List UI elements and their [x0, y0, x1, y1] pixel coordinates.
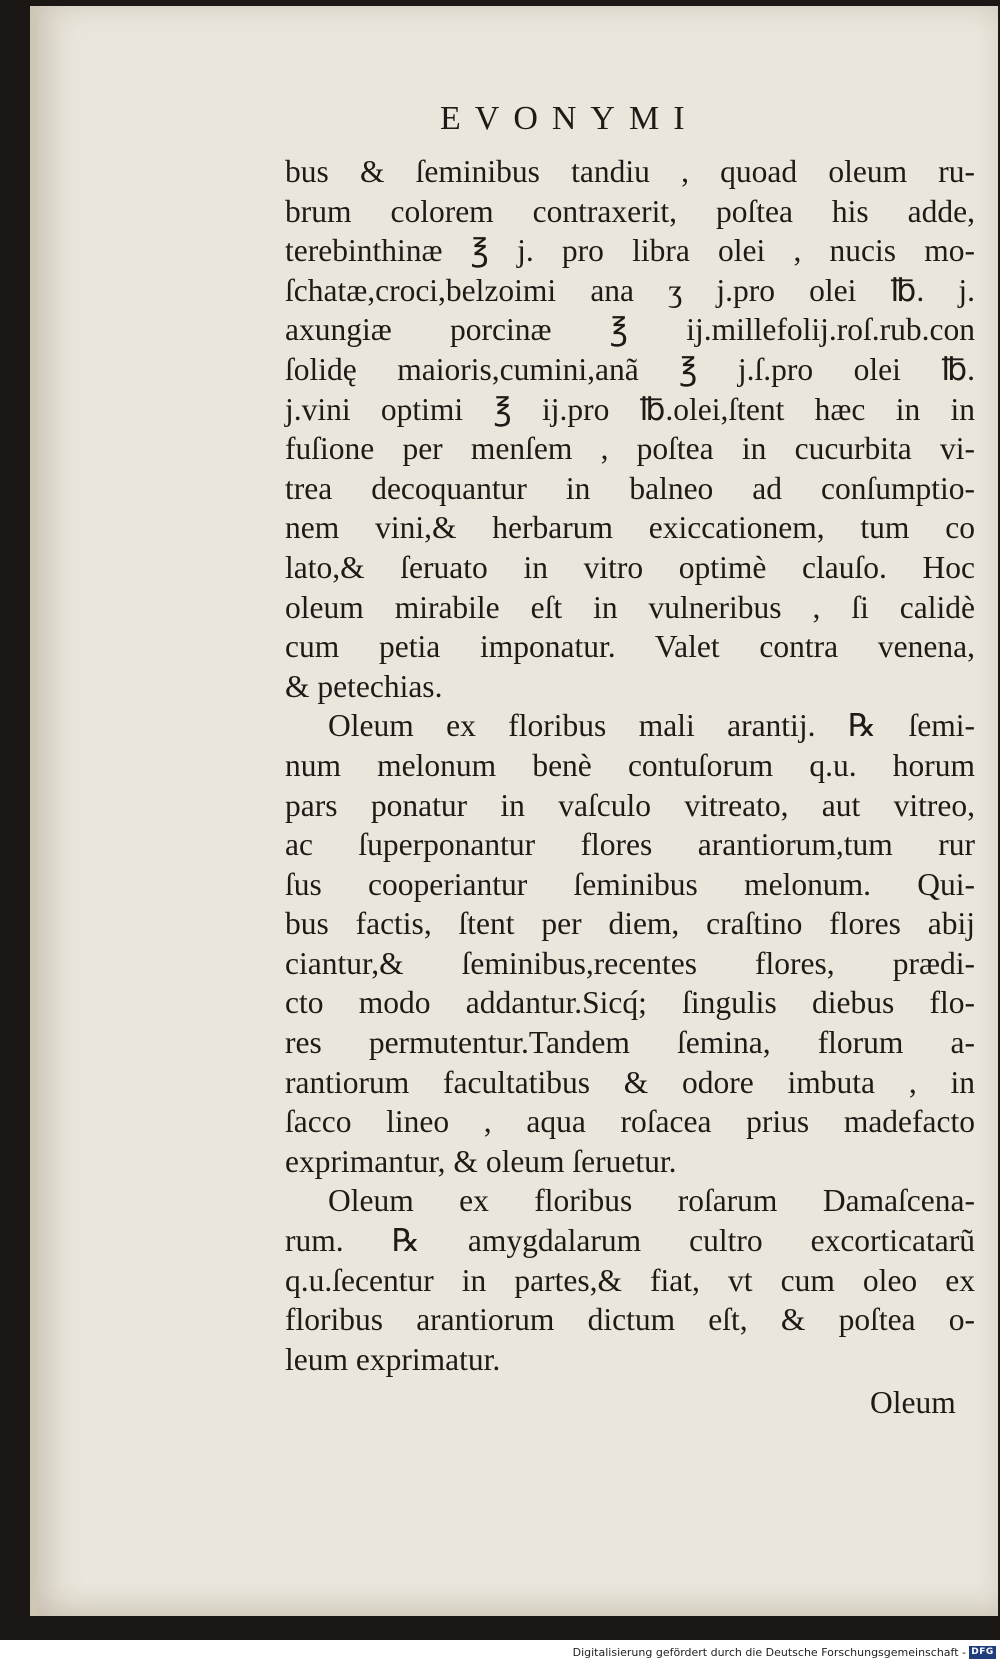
paragraph-start-line: Oleum ex floribus mali arantij. ℞ ſemi-	[328, 708, 975, 744]
text-line: ſus cooperiantur ſeminibus melonum. Qui-	[285, 866, 975, 902]
text-line: terebinthinæ ℥ j. pro libra olei , nucis mo-	[285, 233, 975, 269]
text-line: nem vini,& herbarum exiccationem, tum co	[285, 510, 975, 546]
text-line: & petechias.	[285, 668, 443, 704]
text-line: ſolidę maioris,cumini,anã ℥ j.ſ.pro olei ℔.	[285, 351, 975, 387]
text-line: ſacco lineo , aqua roſacea prius madefacto	[285, 1104, 975, 1140]
running-head: EVONYMI	[440, 100, 699, 137]
text-line: leum exprimatur.	[285, 1341, 501, 1377]
text-line: q.u.ſecentur in partes,& fiat, vt cum oleo ex	[285, 1262, 975, 1298]
text-line: rum. ℞ amygdalarum cultro excorticatarũ	[285, 1223, 975, 1259]
text-line: ſchatæ,croci,belzoimi ana ʒ j.pro olei ℔. j.	[285, 272, 975, 308]
text-line: rantiorum facultatibus & odore imbuta , in	[285, 1064, 975, 1100]
text-line: fuſione per menſem , poſtea in cucurbita vi-	[285, 431, 975, 467]
text-line: pars ponatur in vaſculo vitreato, aut vitreo,	[285, 787, 975, 823]
text-line: axungiæ porcinæ ℥ ij.millefolij.roſ.rub.con	[285, 312, 975, 348]
funding-notice: Digitalisierung gefördert durch die Deutsche Forschungsgemeinschaft -	[572, 1646, 966, 1659]
digitization-footer	[0, 1644, 1000, 1663]
text-line: ciantur,& ſeminibus,recentes flores, prædi-	[285, 945, 975, 981]
text-line: brum colorem contraxerit, poſtea his adde,	[285, 193, 975, 229]
text-line: j.vini optimi ℥ ij.pro ℔.olei,ſtent hæc in in	[285, 391, 975, 427]
text-line: floribus arantiorum dictum eſt, & poſtea o-	[285, 1302, 975, 1338]
text-line: bus & ſeminibus tandiu , quoad oleum ru-	[285, 154, 975, 189]
body-text	[285, 152, 975, 1379]
text-line: res permutentur.Tandem ſemina, florum a-	[285, 1025, 975, 1061]
paragraph-start-line: Oleum ex floribus roſarum Damaſcena-	[328, 1183, 975, 1219]
text-line: cum petia imponatur. Valet contra venena,	[285, 629, 975, 665]
text-line: ac ſuperponantur flores arantiorum,tum rur	[285, 827, 975, 863]
catchword: Oleum	[870, 1385, 956, 1420]
text-line: oleum mirabile eſt in vulneribus , ſi calidè	[285, 589, 975, 625]
text-line: bus factis, ſtent per diem, craſtino flores abij	[285, 906, 975, 942]
text-line: num melonum benè contuſorum q.u. horum	[285, 747, 975, 783]
text-line: exprimantur, & oleum ſeruetur.	[285, 1143, 677, 1179]
text-line: trea decoquantur in balneo ad conſumptio-	[285, 470, 975, 506]
dfg-logo[interactable]: DFG	[969, 1646, 996, 1659]
text-line: lato,& ſeruato in vitro optimè clauſo. Hoc	[285, 549, 975, 585]
text-line: cto modo addantur.Sicq́; ſingulis diebus flo-	[285, 985, 975, 1021]
